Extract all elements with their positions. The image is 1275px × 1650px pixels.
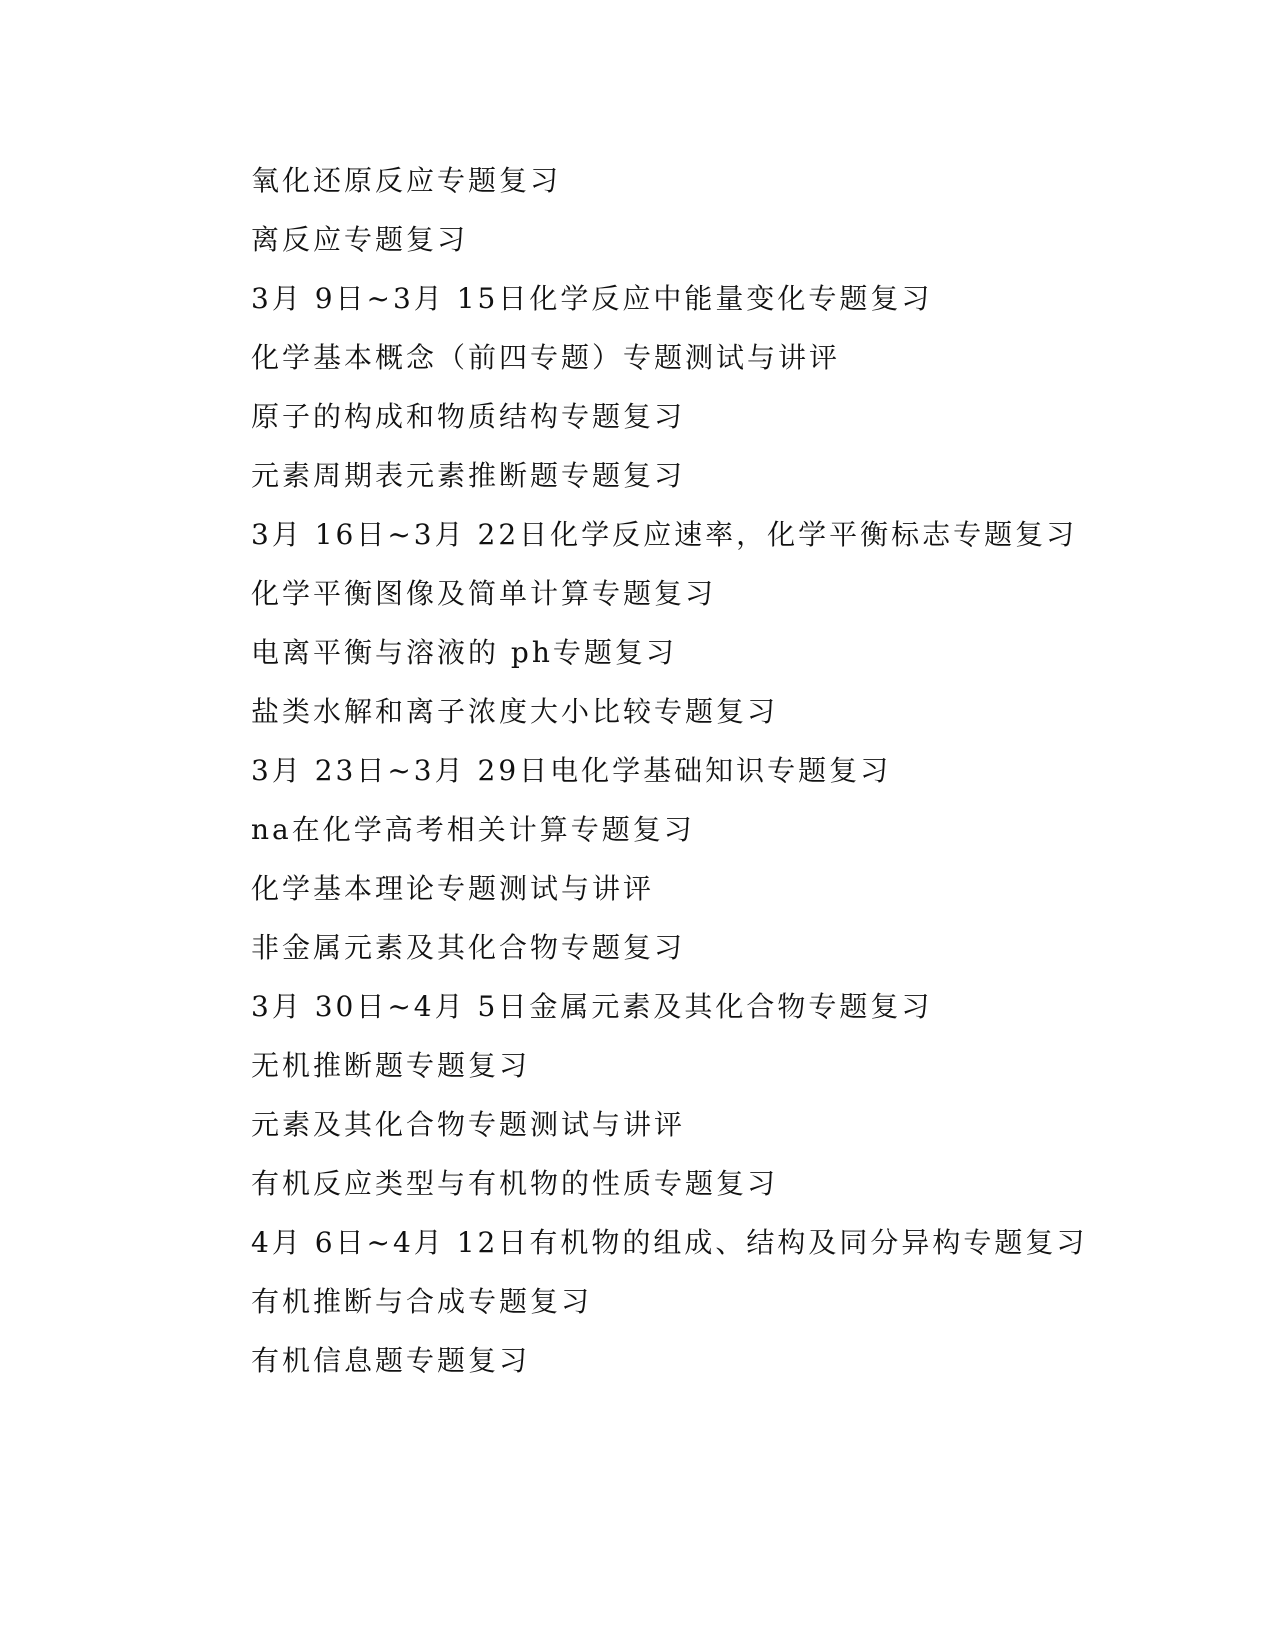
- schedule-line: 有机信息题专题复习: [251, 1344, 531, 1377]
- schedule-line: 化学基本概念（前四专题）专题测试与讲评: [251, 341, 841, 374]
- schedule-line: 3月 16日~3月 22日化学反应速率，化学平衡标志专题复习: [251, 518, 1078, 551]
- schedule-line: 化学基本理论专题测试与讲评: [251, 872, 655, 905]
- schedule-line: na在化学高考相关计算专题复习: [251, 813, 695, 846]
- schedule-line: 无机推断题专题复习: [251, 1049, 531, 1082]
- schedule-line: 非金属元素及其化合物专题复习: [251, 931, 686, 964]
- schedule-line: 氧化还原反应专题复习: [251, 164, 562, 197]
- schedule-line: 离反应专题复习: [251, 223, 469, 256]
- schedule-line: 电离平衡与溶液的 ph专题复习: [251, 636, 677, 669]
- schedule-line: 盐类水解和离子浓度大小比较专题复习: [251, 695, 779, 728]
- schedule-line: 原子的构成和物质结构专题复习: [251, 400, 686, 433]
- schedule-line: 3月 9日~3月 15日化学反应中能量变化专题复习: [251, 282, 933, 315]
- schedule-line: 4月 6日~4月 12日有机物的组成、结构及同分异构专题复习: [251, 1226, 1088, 1259]
- schedule-line: 元素周期表元素推断题专题复习: [251, 459, 686, 492]
- schedule-line: 化学平衡图像及简单计算专题复习: [251, 577, 717, 610]
- schedule-line: 3月 30日~4月 5日金属元素及其化合物专题复习: [251, 990, 933, 1023]
- schedule-line: 有机推断与合成专题复习: [251, 1285, 593, 1318]
- schedule-line: 3月 23日~3月 29日电化学基础知识专题复习: [251, 754, 892, 787]
- schedule-list: [251, 160, 1151, 1399]
- schedule-line: 有机反应类型与有机物的性质专题复习: [251, 1167, 779, 1200]
- schedule-line: 元素及其化合物专题测试与讲评: [251, 1108, 686, 1141]
